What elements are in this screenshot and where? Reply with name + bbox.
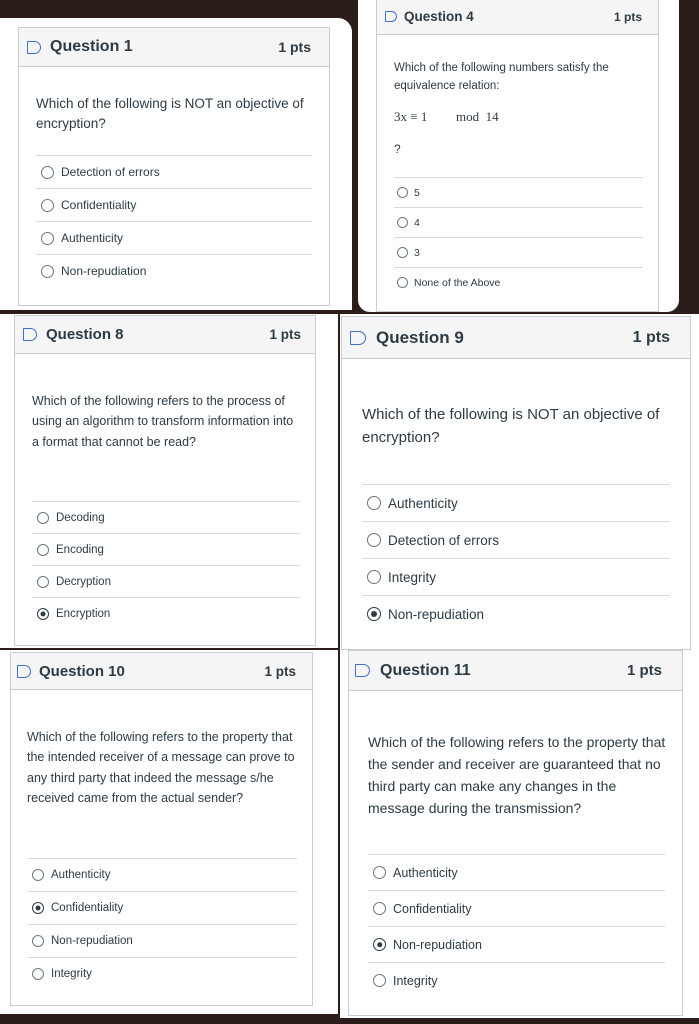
answer-option[interactable]	[32, 501, 300, 533]
radio-button[interactable]	[32, 968, 44, 980]
radio-button[interactable]	[367, 533, 381, 547]
radio-button[interactable]	[373, 974, 386, 987]
radio-button[interactable]	[367, 570, 381, 584]
question-text: Which of the following refers to the property that the intended receiver of a message can prove to any third party that indeed the message s/he received came from the actual sender?	[27, 730, 295, 805]
answer-list	[394, 177, 643, 297]
screenshot-tile-q9	[340, 314, 699, 652]
answer-label: Confidentiality	[61, 198, 137, 212]
flag-icon[interactable]	[23, 328, 37, 341]
answer-list	[27, 858, 297, 990]
answer-option[interactable]	[368, 962, 665, 998]
answer-label: Authenticity	[388, 495, 458, 511]
question-text: Which of the following is NOT an objective of encryption?	[36, 96, 304, 131]
answer-label: Authenticity	[393, 865, 458, 880]
answer-label: Decryption	[56, 575, 111, 588]
question-title-group	[385, 9, 474, 24]
radio-button-selected[interactable]	[373, 938, 386, 951]
radio-button[interactable]	[373, 902, 386, 915]
question-header	[342, 317, 690, 359]
answer-label: Non-repudiation	[388, 606, 485, 622]
flag-icon[interactable]	[355, 664, 370, 677]
question-title: Question 11	[380, 661, 471, 679]
answer-label: Integrity	[51, 968, 92, 980]
answer-option[interactable]	[394, 267, 643, 297]
question-points: 1 pts	[613, 9, 642, 24]
question-points: 1 pts	[269, 327, 301, 342]
answer-label: 4	[414, 216, 420, 229]
answer-label: Encoding	[56, 543, 104, 556]
answer-label: Authenticity	[51, 869, 111, 881]
flag-icon[interactable]	[17, 665, 31, 678]
answer-option[interactable]	[362, 521, 670, 558]
equation-lhs: 3x ≡ 1	[394, 109, 428, 124]
question-mark: ?	[394, 142, 401, 156]
answer-label: Encryption	[56, 607, 111, 620]
screenshot-tile-q4	[358, 0, 679, 312]
answer-label: Non-repudiation	[61, 264, 147, 278]
radio-button[interactable]	[373, 866, 386, 879]
flag-icon[interactable]	[27, 41, 41, 54]
radio-button[interactable]	[397, 247, 408, 258]
answer-label: None of the Above	[414, 276, 501, 289]
screenshot-tile-q10	[0, 650, 338, 1014]
answer-option[interactable]	[36, 188, 312, 221]
answer-label: 3	[414, 246, 420, 259]
question-points: 1 pts	[632, 328, 670, 346]
question-card-8	[14, 315, 316, 646]
answer-option[interactable]	[368, 854, 665, 890]
question-header	[19, 28, 329, 67]
answer-label: Non-repudiation	[393, 937, 482, 952]
question-header	[349, 651, 682, 691]
question-points: 1 pts	[278, 39, 311, 55]
question-title: Question 10	[39, 662, 125, 680]
answer-option[interactable]	[394, 207, 643, 237]
answer-label: Detection of errors	[388, 532, 500, 548]
question-title: Question 4	[404, 9, 474, 24]
question-title-group	[355, 662, 471, 680]
answer-label: Confidentiality	[393, 901, 472, 916]
answer-list	[32, 501, 300, 629]
answer-label: 5	[414, 186, 420, 199]
question-text: Which of the following refers to the process of using an algorithm to transform information into a format that cannot be read?	[32, 394, 294, 449]
answer-option[interactable]	[32, 565, 300, 597]
answer-list	[368, 854, 665, 998]
question-title: Question 1	[50, 38, 133, 55]
radio-button[interactable]	[397, 277, 408, 288]
answer-label: Authenticity	[61, 231, 124, 245]
question-card-11	[348, 650, 683, 1016]
screenshot-tile-q8	[0, 314, 338, 648]
question-title-group	[17, 663, 125, 680]
question-header	[11, 653, 312, 690]
radio-button[interactable]	[367, 496, 381, 510]
question-points: 1 pts	[264, 663, 296, 679]
radio-button[interactable]	[41, 265, 54, 278]
flag-icon[interactable]	[350, 331, 366, 345]
question-title-group	[27, 38, 133, 56]
answer-option[interactable]	[36, 254, 312, 287]
answer-option[interactable]	[27, 858, 297, 891]
flag-icon[interactable]	[385, 11, 397, 22]
answer-list	[362, 484, 670, 632]
answer-option[interactable]	[36, 155, 312, 188]
radio-button[interactable]	[37, 512, 49, 524]
question-points: 1 pts	[626, 662, 662, 679]
radio-button-selected[interactable]	[37, 608, 49, 620]
radio-button-selected[interactable]	[367, 607, 381, 621]
radio-button[interactable]	[41, 166, 54, 179]
question-text: Which of the following refers to the property that the sender and receiver are guaranteed that no third party can make any changes in the message during the transmission?	[368, 734, 666, 817]
answer-option[interactable]	[36, 221, 312, 254]
question-card-1	[18, 27, 330, 306]
answer-label: Integrity	[388, 569, 437, 585]
equation-mod: mod 14	[456, 109, 499, 124]
question-text: Which of the following numbers satisfy the equivalence relation:	[394, 62, 609, 93]
answer-option[interactable]	[368, 926, 665, 962]
question-title: Question 8	[46, 326, 124, 343]
question-card-9	[341, 316, 691, 650]
radio-button[interactable]	[41, 232, 54, 245]
screenshot-tile-q11	[340, 650, 699, 1018]
radio-button[interactable]	[41, 199, 54, 212]
answer-label: Decoding	[56, 511, 105, 524]
answer-label: Integrity	[393, 973, 438, 988]
radio-button-selected[interactable]	[32, 902, 44, 914]
answer-label: Confidentiality	[51, 902, 124, 914]
answer-option[interactable]	[394, 177, 643, 207]
question-header	[15, 316, 315, 354]
answer-option[interactable]	[362, 595, 670, 632]
radio-button[interactable]	[37, 544, 49, 556]
question-card-4	[376, 0, 659, 312]
answer-option[interactable]	[362, 484, 670, 521]
answer-option[interactable]	[394, 237, 643, 267]
question-title: Question 9	[376, 327, 464, 347]
question-text: Which of the following is NOT an objective of encryption?	[362, 406, 660, 447]
answer-option[interactable]	[362, 558, 670, 595]
screenshot-tile-q1	[0, 18, 352, 310]
question-header	[377, 0, 658, 35]
answer-list	[36, 155, 312, 287]
radio-button[interactable]	[397, 217, 408, 228]
question-title-group	[23, 326, 124, 343]
answer-option[interactable]	[27, 957, 297, 990]
question-card-10	[10, 652, 313, 1006]
answer-option[interactable]	[27, 891, 297, 924]
radio-button[interactable]	[37, 576, 49, 588]
answer-label: Detection of errors	[61, 165, 160, 179]
radio-button[interactable]	[32, 869, 44, 881]
radio-button[interactable]	[397, 187, 408, 198]
answer-option[interactable]	[368, 890, 665, 926]
answer-option[interactable]	[27, 924, 297, 957]
answer-label: Non-repudiation	[51, 935, 133, 947]
answer-option[interactable]	[32, 533, 300, 565]
radio-button[interactable]	[32, 935, 44, 947]
answer-option[interactable]	[32, 597, 300, 629]
question-title-group	[350, 328, 464, 348]
